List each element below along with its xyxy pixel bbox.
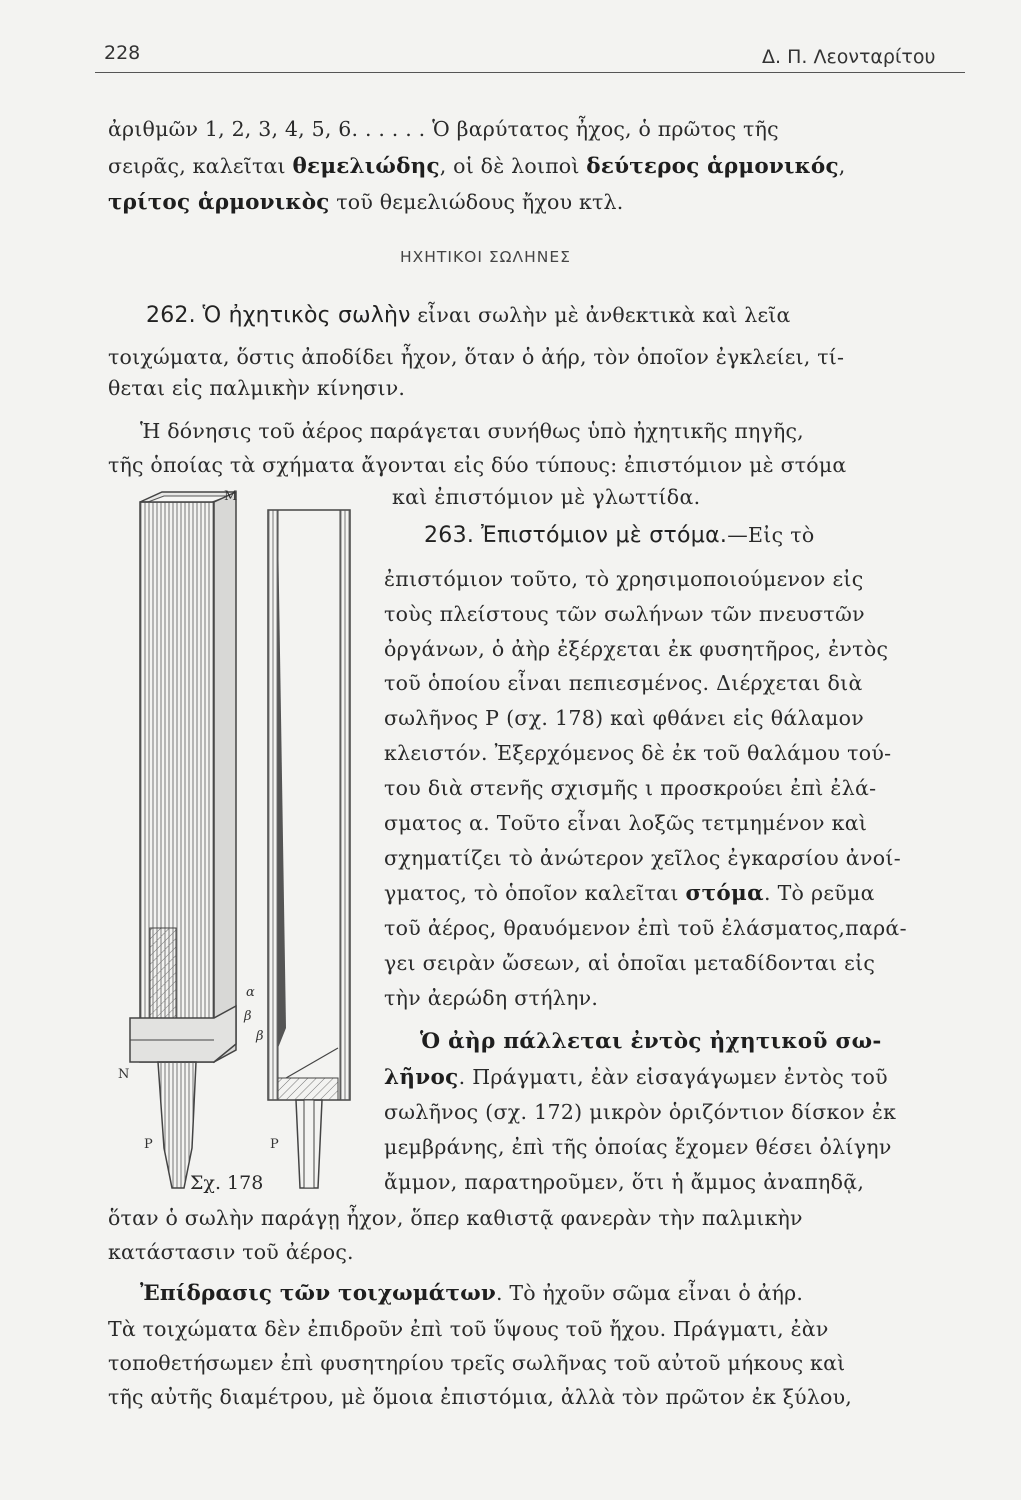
air-line-5: ἄμμον, παρατηροῦμεν, ὅτι ἡ ἄμμος ἀναπηδᾷ, (384, 1170, 865, 1194)
walls-text-1: . Τὸ ἠχοῦν σῶμα εἶναι ὁ ἀήρ. (495, 1281, 804, 1305)
walls-line-4: τῆς αὐτῆς διαμέτρου, μὲ ὅμοια ἐπιστόμια, ἀλλὰ τὸν πρῶτον ἐκ ξύλου, (108, 1385, 852, 1409)
figure-caption: Σχ. 178 (190, 1172, 264, 1194)
intro-line-2 (108, 153, 968, 180)
term-fundamental: θεμελιώδης (292, 154, 440, 179)
air-line-4: μεμβράνης, ἐπὶ τῆς ὁποίας ἔχομεν θέσει ὀλίγην (384, 1135, 892, 1159)
organ-pipe-illustration (100, 488, 360, 1208)
figure-organ-pipes (100, 488, 360, 1208)
walls-heading: Ἐπίδρασις τῶν τοιχωμάτων (140, 1281, 496, 1306)
intro-text-2a: σειρᾶς, καλεῖται (108, 154, 286, 178)
p262-line-5: τῆς ὁποίας τὰ σχήματα ἄγονται εἰς δύο τύπους: ἐπιστόμιον μὲ στόμα (108, 453, 847, 477)
p262-heading: Ὁ ἠχητικὸς σωλὴν (202, 303, 411, 328)
section-title: ΗΧΗΤΙΚΟΙ ΣΩΛΗΝΕΣ (400, 248, 571, 266)
label-P-left: P (144, 1137, 153, 1152)
air-heading-1: Ὁ ἀὴρ πάλλεται ἐντὸς ἠχητικοῦ σω- (420, 1029, 882, 1054)
p263-number: 263. (424, 523, 475, 548)
p262-number: 262. (146, 303, 196, 328)
p263-line-2: ἐπιστόμιον τοῦτο, τὸ χρησιμοποιούμενον εἰς (384, 567, 864, 591)
intro-text-1: ἀριθμῶν 1, 2, 3, 4, 5, 6. . . . . . Ὁ βαρύτατος ἦχος, ὁ πρῶτος τῆς (108, 117, 779, 141)
intro-line-1 (108, 116, 968, 143)
intro-text-2e: , (838, 154, 846, 178)
p263-line-14: τὴν ἀερώδη στήλην. (384, 986, 599, 1010)
term-third-harmonic: τρίτος ἁρμονικὸς (108, 190, 330, 215)
header-rule (95, 72, 965, 73)
label-alpha: α (246, 985, 255, 1000)
label-beta-right: β (256, 1029, 264, 1044)
p263-line-6: σωλῆνος P (σχ. 178) καὶ φθάνει εἰς θάλαμον (384, 706, 864, 730)
p263-text-1: —Εἰς τὸ (727, 523, 815, 547)
p263-line-3: τοὺς πλείστους τῶν σωλήνων τῶν πνευστῶν (384, 602, 865, 626)
label-M: M (224, 489, 238, 504)
pipe-exterior-view (130, 492, 236, 1188)
term-mouth: στόμα (685, 881, 764, 906)
p263-line-11 (384, 880, 974, 907)
p263-line-7: κλειστόν. Ἐξερχόμενος δὲ ἐκ τοῦ θαλάμου τού- (384, 741, 892, 765)
air-line-3: σωλῆνος (σχ. 172) μικρὸν ὁριζόντιον δίσκον ἐκ (384, 1100, 897, 1124)
intro-line-3 (108, 189, 968, 216)
page-number: 228 (104, 42, 141, 64)
p263-line-12: τοῦ ἀέρος, θραυόμενον ἐπὶ τοῦ ἐλάσματος,παρά- (384, 916, 907, 940)
p262-text-1: εἶναι σωλὴν μὲ ἀνθεκτικὰ καὶ λεῖα (417, 303, 791, 327)
pipe-section-view (268, 510, 350, 1188)
term-second-harmonic: δεύτερος ἁρμονικός (586, 154, 839, 179)
p262-line-4: Ἡ δόνησις τοῦ ἀέρος παράγεται συνήθως ὑπὸ ἠχητικῆς πηγῆς, (140, 419, 804, 443)
p262-line-3: θεται εἰς παλμικὴν κίνησιν. (108, 376, 406, 400)
p263-text-11a: γματος, τὸ ὁποῖον καλεῖται (384, 881, 679, 905)
p263-text-11c: . Τὸ ρεῦμα (763, 881, 875, 905)
p263-line-9: σματος α. Τοῦτο εἶναι λοξῶς τετμημένον καὶ (384, 811, 868, 835)
air-line-2 (384, 1064, 974, 1091)
p263-line-1 (424, 522, 1014, 549)
label-N: N (118, 1067, 130, 1082)
p263-line-5: τοῦ ὁποίου εἶναι πεπιεσμένος. Διέρχεται διὰ (384, 671, 863, 695)
walls-line-2: Τὰ τοιχώματα δὲν ἐπιδροῦν ἐπὶ τοῦ ὕψους τοῦ ἤχου. Πράγματι, ἐὰν (108, 1317, 829, 1341)
air-line-7: κατάστασιν τοῦ ἀέρος. (108, 1240, 354, 1264)
walls-line-1 (140, 1280, 1000, 1307)
running-title: Δ. Π. Λεονταρίτου (762, 46, 936, 68)
label-beta-left: β (244, 1009, 252, 1024)
air-line-6: ὅταν ὁ σωλὴν παράγῃ ἦχον, ὅπερ καθιστᾷ φανερὰν τὴν παλμικὴν (108, 1206, 803, 1230)
walls-line-3: τοποθετήσωμεν ἐπὶ φυσητηρίου τρεῖς σωλῆνας τοῦ αὐτοῦ μήκους καὶ (108, 1351, 846, 1375)
p263-line-10: σχηματίζει τὸ ἀνώτερον χεῖλος ἐγκαρσίου ἀνοί- (384, 846, 901, 870)
p263-line-8: του διὰ στενῆς σχισμῆς ι προσκρούει ἐπὶ ἐλά- (384, 776, 877, 800)
p263-line-13: γει σειρὰν ὤσεων, αἱ ὁποῖαι μεταδίδονται εἰς (384, 951, 876, 975)
p262-line-6: καὶ ἐπιστόμιον μὲ γλωττίδα. (392, 485, 701, 509)
intro-text-3b: τοῦ θεμελιώδους ἤχου κτλ. (336, 190, 624, 214)
p263-line-4: ὀργάνων, ὁ ἀὴρ ἐξέρχεται ἐκ φυσητῆρος, ἐντὸς (384, 637, 889, 661)
air-heading-2: λῆνος (384, 1065, 459, 1090)
label-P-right: P (270, 1137, 279, 1152)
air-line-1 (420, 1028, 1010, 1055)
p262-line-1 (108, 302, 968, 329)
intro-text-2c: , οἱ δὲ λοιποὶ (439, 154, 580, 178)
p262-line-2: τοιχώματα, ὅστις ἀποδίδει ἦχον, ὅταν ὁ ἀήρ, τὸν ὁποῖον ἐγκλείει, τί- (108, 345, 845, 369)
p263-heading: Ἐπιστόμιον μὲ στόμα. (481, 523, 728, 548)
air-text-2: . Πράγματι, ἐὰν εἰσαγάγωμεν ἐντὸς τοῦ (458, 1065, 888, 1089)
